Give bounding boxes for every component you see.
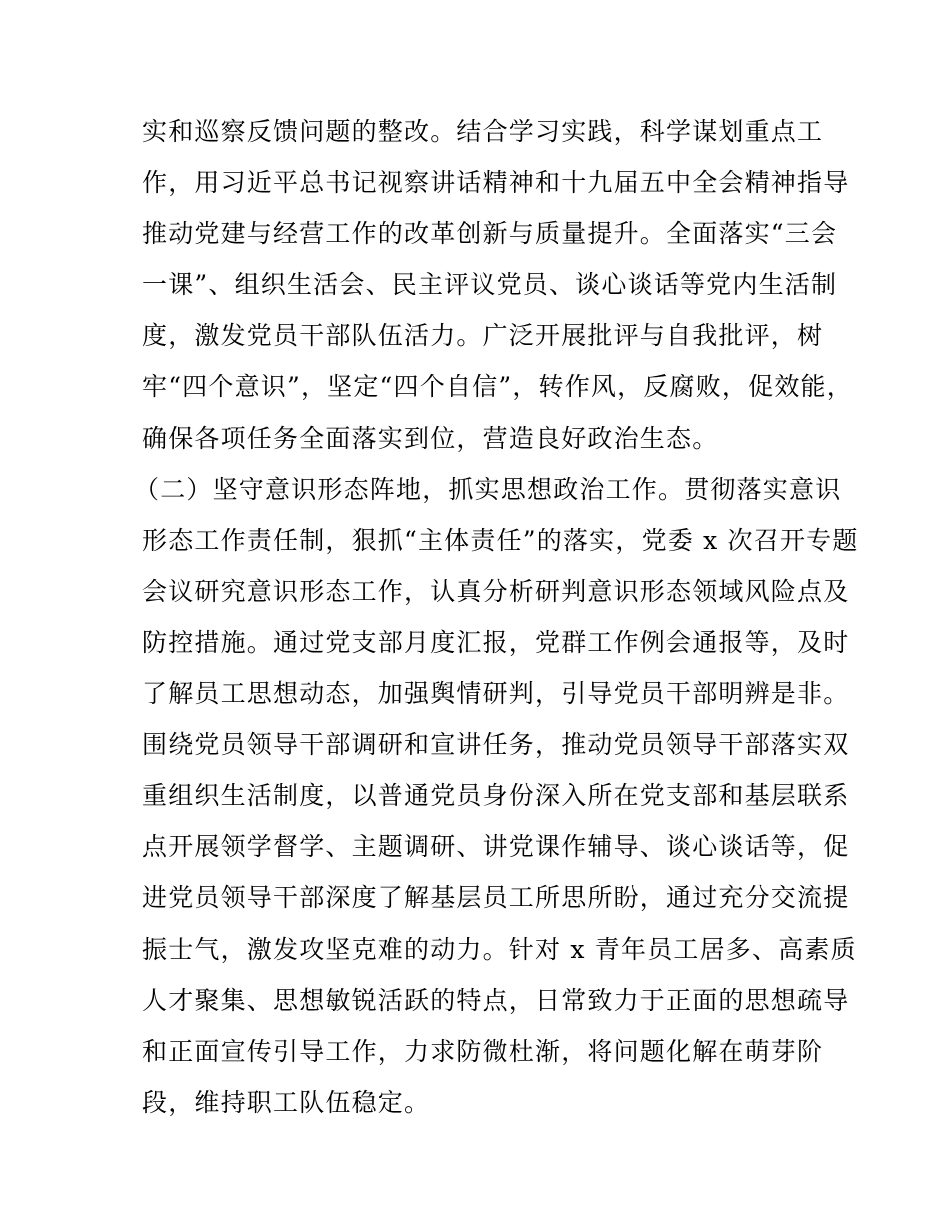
text-line: 确保各项任务全面落实到位，营造良好政治生态。 <box>142 423 719 453</box>
text-line: 进党员领导干部深度了解基层员工所思所盼，通过充分交流提 <box>142 883 850 913</box>
text-line: 段，维持职工队伍稳定。 <box>142 1087 431 1117</box>
text-line: 防控措施。通过党支部月度汇报，党群工作例会通报等，及时 <box>142 627 850 657</box>
text-line: 度，激发党员干部队伍活力。广泛开展批评与自我批评，树 <box>142 321 824 351</box>
text-line: 推动党建与经营工作的改革创新与质量提升。全面落实“三会 <box>142 219 838 249</box>
text-line: 和正面宣传引导工作，力求防微杜渐，将问题化解在萌芽阶 <box>142 1036 824 1066</box>
section-heading-line: （二）坚守意识形态阵地，抓实思想政治工作。贯彻落实意识 <box>134 474 842 504</box>
text-line: 了解员工思想动态，加强舆情研判，引导党员干部明辨是非。 <box>142 679 850 709</box>
text-line: 牢“四个意识”，坚定“四个自信”，转作风，反腐败，促效能， <box>142 372 853 402</box>
text-line: 点开展领学督学、主题调研、讲党课作辅导、谈心谈话等，促 <box>142 832 850 862</box>
text-line: 人才聚集、思想敏锐活跃的特点，日常致力于正面的思想疏导 <box>142 985 850 1015</box>
body-text <box>134 106 859 1128</box>
text-line: 作，用习近平总书记视察讲话精神和十九届五中全会精神指导 <box>142 168 850 198</box>
text-line: 一课”、组织生活会、民主评议党员、谈心谈话等党内生活制 <box>142 270 838 300</box>
text-line: 围绕党员领导干部调研和宣讲任务，推动党员领导干部落实双 <box>142 730 850 760</box>
text-line: 振士气，激发攻坚克难的动力。针对 x 青年员工居多、高素质 <box>142 934 857 964</box>
text-line: 会议研究意识形态工作，认真分析研判意识形态领域风险点及 <box>142 576 850 606</box>
text-line: 形态工作责任制，狠抓“主体责任”的落实，党委 x 次召开专题 <box>142 525 859 555</box>
text-line: 实和巡察反馈问题的整改。结合学习实践，科学谋划重点工 <box>142 117 824 146</box>
text-line: 重组织生活制度，以普通党员身份深入所在党支部和基层联系 <box>142 781 850 811</box>
